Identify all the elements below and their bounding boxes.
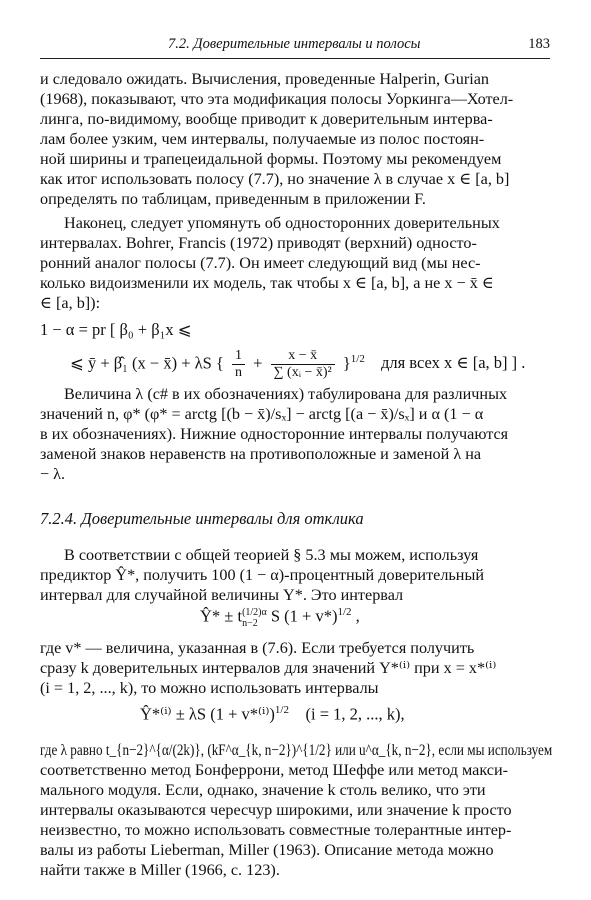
fraction-1-num: 1: [232, 348, 245, 365]
text-line: соответственно метод Бонферрони, метод Шеффе или метод макси-: [40, 761, 509, 779]
header-title: 7.2. Доверительные интервалы и полосы: [168, 36, 421, 52]
text-line: значений n, φ* (φ* = arctg [(b − x̄)/sₓ] − arctg [(a − x̄)/sₓ] и α (1 − α: [40, 405, 484, 423]
text-line: как итог использовать полосу (7.7), но значение λ в случае x ∈ [a, b]: [40, 170, 510, 188]
formula2-c: ,: [351, 606, 360, 626]
text-line: лам более узким, чем интервалы, получаемые из полос постоян-: [40, 130, 485, 148]
text-line: сразу k доверительных интервалов для значений Y*⁽ⁱ⁾ при x = x*⁽ⁱ⁾: [40, 659, 497, 677]
text-line: Величина λ (c# в их обозначениях) табулирована для различных: [64, 385, 508, 403]
fraction-1-den: n: [234, 365, 242, 380]
text-line: линга, по-видимому, вообще приводит к доверительным интерва-: [40, 110, 493, 128]
text-line: ной ширины и трапецеидальной формы. Поэтому мы рекомендуем: [40, 150, 502, 168]
text-line: неизвестно, то можно использовать совместные толерантные интер-: [40, 821, 512, 839]
formula-line-1: 1 − α = pr [ β₀ + β₁x ⩽: [40, 320, 192, 339]
t-indices: [242, 607, 267, 629]
formula-line-2: [70, 348, 525, 381]
formula2-exp: 1/2: [337, 606, 352, 618]
text-line: где v* — величина, указанная в (7.6). Если требуется получить: [40, 639, 475, 657]
formula3-b: (i = 1, 2, ..., k),: [288, 704, 405, 724]
text-line: ронний аналог полосы (7.7). Он имеет следующий вид (мы нес-: [40, 254, 481, 272]
text-line: где λ равно t_{n−2}^{α/(2k)}, (kF^α_{k, n−2})^{1/2} или u^α_{k, n−2}, если мы используем: [40, 741, 553, 759]
running-header: [40, 36, 550, 59]
text-line: колько видоизменили их модель, так чтобы x ∈ [a, b], а не x − x̄ ∈: [40, 274, 494, 292]
formula3-a: Ŷ*⁽ⁱ⁾ ± λS (1 + v*⁽ⁱ⁾): [140, 704, 275, 724]
text-line: (1968), показывают, что эта модификация полосы Уоркинга—Хотел-: [40, 90, 514, 108]
text-line: интервалы оказываются чересчур широкими, или значение k просто: [40, 801, 512, 819]
text-line: предиктор Ŷ*, получить 100 (1 − α)-процентный доверительный: [40, 566, 484, 584]
text-line: найти также в Miller (1966, с. 123).: [40, 861, 280, 879]
fraction-2-num: x − x̄: [271, 348, 335, 365]
formula2-a: Ŷ* ± t: [200, 606, 243, 626]
text-line: мального модуля. Если, однако, значение k столь велико, что эти: [40, 781, 486, 799]
text-line: В соответствии с общей теорией § 5.3 мы можем, используя: [64, 546, 479, 564]
text-line: интервал для случайной величины Y*. Это интервал: [40, 586, 404, 604]
formula-interval-single: [200, 606, 360, 629]
text-line: интервалах. Bohrer, Francis (1972) приводят (верхний) односто-: [40, 234, 477, 252]
fraction-2-den: ∑ (xᵢ − x̄)²: [273, 365, 332, 380]
formula-close: }: [342, 353, 351, 373]
t-sup: (1/2)α: [242, 606, 267, 618]
formula3-exp: 1/2: [274, 704, 289, 716]
text-line: в их обозначениях). Нижние односторонние интервалы получаются: [40, 425, 509, 443]
t-sub: n−2: [242, 617, 258, 629]
formula-left: ⩽ ȳ + β̂₁ (x − x̄) + λS {: [70, 353, 224, 373]
text-line: определять по таблицам, приведенным в приложении F.: [40, 190, 426, 208]
formula-interval-multiple: [140, 704, 405, 725]
formula-exponent: 1/2: [350, 352, 365, 365]
formula-plus: +: [253, 353, 263, 373]
text-line: и следовало ожидать. Вычисления, проведенные Halperin, Gurian: [40, 70, 490, 88]
text-line: ∈ [a, b]):: [40, 294, 101, 312]
formula2-b: S (1 + v*): [266, 606, 338, 626]
text-line: заменой знаков неравенств на противоположные и заменой λ на: [40, 445, 482, 463]
fraction-2: [271, 348, 335, 381]
text-line: Наконец, следует упомянуть об односторонних доверительных: [64, 214, 500, 232]
page-number: 183: [528, 36, 550, 52]
text-line: (i = 1, 2, ..., k), то можно использовать интервалы: [40, 679, 379, 697]
text-line: − λ.: [40, 465, 66, 483]
formula-tail: для всех x ∈ [a, b] ] .: [380, 353, 526, 373]
section-heading: 7.2.4. Доверительные интервалы для отклика: [40, 509, 364, 528]
text-line: валы из работы Lieberman, Miller (1963). Описание метода можно: [40, 841, 494, 859]
fraction-1: [232, 348, 245, 381]
